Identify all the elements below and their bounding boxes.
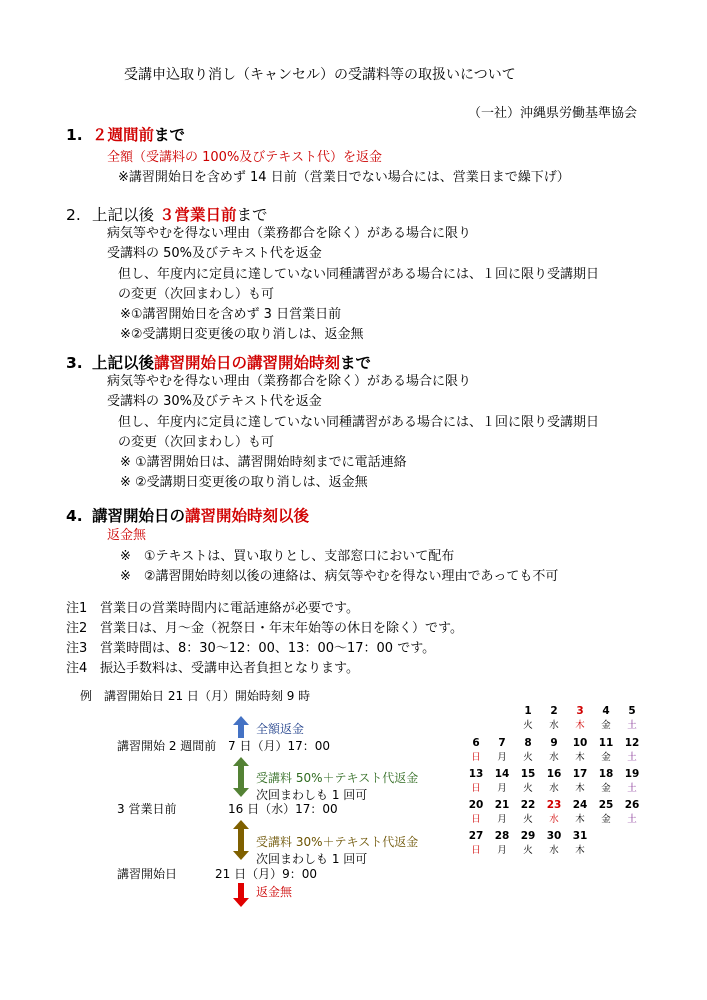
calendar-weekday: 金 [601, 752, 611, 763]
section-line: 全額（受講料の 100%及びテキスト代）を返金 [107, 150, 383, 165]
section-heading [66, 353, 371, 373]
calendar-date: 13 [468, 768, 484, 780]
section-line: 但し、年度内に定員に達していない同種講習がある場合には、１回に限り受講期日 [118, 415, 600, 430]
section-heading-text: 上記以後 [92, 354, 155, 372]
calendar-date: 25 [598, 799, 614, 811]
calendar-weekday: 月 [497, 845, 507, 856]
calendar-weekday: 水 [549, 783, 559, 794]
section-line: ※ ②受講期日変更後の取り消しは、返金無 [120, 475, 368, 490]
section-line: 但し、年度内に定員に達していない同種講習がある場合には、１回に限り受講期日 [118, 267, 600, 282]
calendar-weekday: 木 [575, 752, 585, 763]
section-line: 受講料の 50%及びテキスト代を返金 [107, 246, 322, 261]
calendar-date: 9 [550, 737, 558, 749]
note-text: 振込手数料は、受講申込者負担となります。 [100, 661, 359, 676]
calendar-date: 16 [546, 768, 562, 780]
calendar-date: 26 [624, 799, 640, 811]
section-number: 2. [66, 206, 81, 224]
note-label: 注1 [66, 601, 88, 616]
example-row-date: 16 日（水）17：00 [228, 802, 338, 816]
note-text: 営業時間は、8：30～12：00、13：00～17：00 です。 [100, 641, 436, 656]
calendar-date: 5 [628, 705, 636, 717]
calendar-date: 29 [520, 830, 536, 842]
note-label: 注2 [66, 621, 88, 636]
arrow-sublabel: 次回まわしも 1 回可 [256, 852, 368, 866]
section-heading-text: 講習開始日の講習開始時刻 [154, 354, 341, 372]
section-line: 受講料の 30%及びテキスト代を返金 [107, 394, 322, 409]
calendar-date: 14 [494, 768, 510, 780]
section-line: ※講習開始日を含めず 14 日前（営業日でない場合には、営業日まで繰下げ） [118, 170, 570, 185]
calendar-weekday: 金 [601, 814, 611, 825]
calendar-weekday: 土 [627, 752, 637, 763]
calendar-date: 8 [524, 737, 532, 749]
calendar-date: 28 [494, 830, 510, 842]
section-line: ※②受講期日変更後の取り消しは、返金無 [120, 327, 364, 342]
calendar-weekday: 火 [523, 752, 533, 763]
section-line: ※ ①講習開始日は、講習開始時刻までに電話連絡 [120, 455, 407, 470]
example-row-label: 講習開始日 [117, 867, 178, 881]
arrow-label: 返金無 [256, 885, 293, 899]
calendar-weekday: 火 [523, 845, 533, 856]
calendar-date: 24 [572, 799, 588, 811]
calendar-date: 22 [520, 799, 536, 811]
arrow-label: 受講料 30%＋テキスト代返金 [256, 835, 419, 849]
calendar-weekday: 日 [471, 814, 481, 825]
calendar-weekday: 火 [523, 814, 533, 825]
calendar-weekday: 金 [601, 783, 611, 794]
note-text: 営業日の営業時間内に電話連絡が必要です。 [100, 601, 359, 616]
calendar-weekday: 金 [601, 720, 611, 731]
calendar-date: 27 [468, 830, 484, 842]
calendar-date: 3 [576, 705, 584, 717]
section-line: 病気等やむを得ない理由（業務都合を除く）がある場合に限り [107, 226, 472, 241]
timeline-arrow [233, 757, 249, 797]
example-heading: 例 講習開始日 21 日（月）開始時刻 9 時 [80, 689, 311, 703]
calendar-weekday: 日 [471, 783, 481, 794]
section-line: ※①講習開始日を含めず 3 日営業日前 [120, 307, 342, 322]
section-heading-text: まで [236, 206, 268, 224]
example-row-date: 7 日（月）17：00 [228, 739, 330, 753]
calendar-weekday: 日 [471, 752, 481, 763]
section-heading-text: まで [154, 126, 186, 144]
calendar-date: 4 [602, 705, 610, 717]
section-number: 4. [66, 507, 83, 525]
calendar-date: 12 [624, 737, 640, 749]
calendar-weekday: 木 [575, 814, 585, 825]
section-number: 1. [66, 126, 83, 144]
calendar-date: 15 [520, 768, 536, 780]
calendar-date: 18 [598, 768, 614, 780]
arrow-label: 全額返金 [256, 722, 305, 736]
calendar-weekday: 土 [627, 720, 637, 731]
calendar-weekday: 月 [497, 814, 507, 825]
page-title: 受講申込取り消し（キャンセル）の受講料等の取扱いについて [124, 67, 516, 83]
example-row-date: 21 日（月）9：00 [215, 867, 317, 881]
calendar-date: 21 [494, 799, 510, 811]
section-heading [66, 506, 309, 526]
section-heading-text: ３営業日前 [158, 206, 237, 224]
section-line: の変更（次回まわし）も可 [118, 287, 275, 302]
calendar-weekday: 土 [627, 814, 637, 825]
note-text: 営業日は、月～金（祝祭日・年末年始等の休日を除く）です。 [100, 621, 463, 636]
example-row-label: 講習開始 2 週間前 [117, 739, 217, 753]
calendar-date: 23 [546, 799, 562, 811]
calendar-date: 11 [598, 737, 614, 749]
note-label: 注3 [66, 641, 88, 656]
timeline-arrow [233, 820, 249, 860]
calendar-weekday: 月 [497, 752, 507, 763]
section-line: 病気等やむを得ない理由（業務都合を除く）がある場合に限り [107, 374, 472, 389]
arrow-label: 受講料 50%＋テキスト代返金 [256, 771, 419, 785]
section-line: の変更（次回まわし）も可 [118, 435, 275, 450]
section-heading [66, 125, 185, 145]
section-line: ※ ②講習開始時刻以後の連絡は、病気等やむを得ない理由であっても不可 [120, 569, 559, 584]
calendar-weekday: 火 [523, 720, 533, 731]
section-heading-text: 上記以後 [92, 206, 159, 224]
calendar-date: 6 [472, 737, 480, 749]
example-row-label: 3 営業日前 [117, 802, 177, 816]
section-heading [66, 205, 267, 225]
section-heading-text: まで [340, 354, 372, 372]
timeline-arrow [233, 883, 249, 907]
section-heading-text: 講習開始日の [92, 507, 186, 525]
note-label: 注4 [66, 661, 88, 676]
calendar-weekday: 水 [549, 845, 559, 856]
organization-name: （一社）沖縄県労働基準協会 [468, 106, 638, 121]
calendar-date: 1 [524, 705, 532, 717]
calendar-date: 17 [572, 768, 588, 780]
calendar-date: 30 [546, 830, 562, 842]
calendar-weekday: 日 [471, 845, 481, 856]
timeline-arrow [233, 716, 249, 738]
calendar-weekday: 水 [549, 752, 559, 763]
calendar-date: 20 [468, 799, 484, 811]
calendar-weekday: 木 [575, 720, 585, 731]
section-heading-text: 講習開始時刻以後 [185, 507, 310, 525]
section-line: 返金無 [107, 528, 147, 543]
calendar-date: 2 [550, 705, 558, 717]
calendar-date: 7 [498, 737, 506, 749]
calendar-weekday: 火 [523, 783, 533, 794]
calendar-weekday: 木 [575, 845, 585, 856]
calendar-date: 10 [572, 737, 588, 749]
arrow-sublabel: 次回まわしも 1 回可 [256, 788, 368, 802]
section-number: 3. [66, 354, 83, 372]
calendar-weekday: 水 [549, 814, 559, 825]
calendar-date: 31 [572, 830, 588, 842]
calendar-date: 19 [624, 768, 640, 780]
calendar-weekday: 月 [497, 783, 507, 794]
section-heading-text: ２週間前 [92, 126, 155, 144]
calendar-weekday: 木 [575, 783, 585, 794]
calendar-weekday: 水 [549, 720, 559, 731]
calendar-weekday: 土 [627, 783, 637, 794]
section-line: ※ ①テキストは、買い取りとし、支部窓口において配布 [120, 549, 455, 564]
